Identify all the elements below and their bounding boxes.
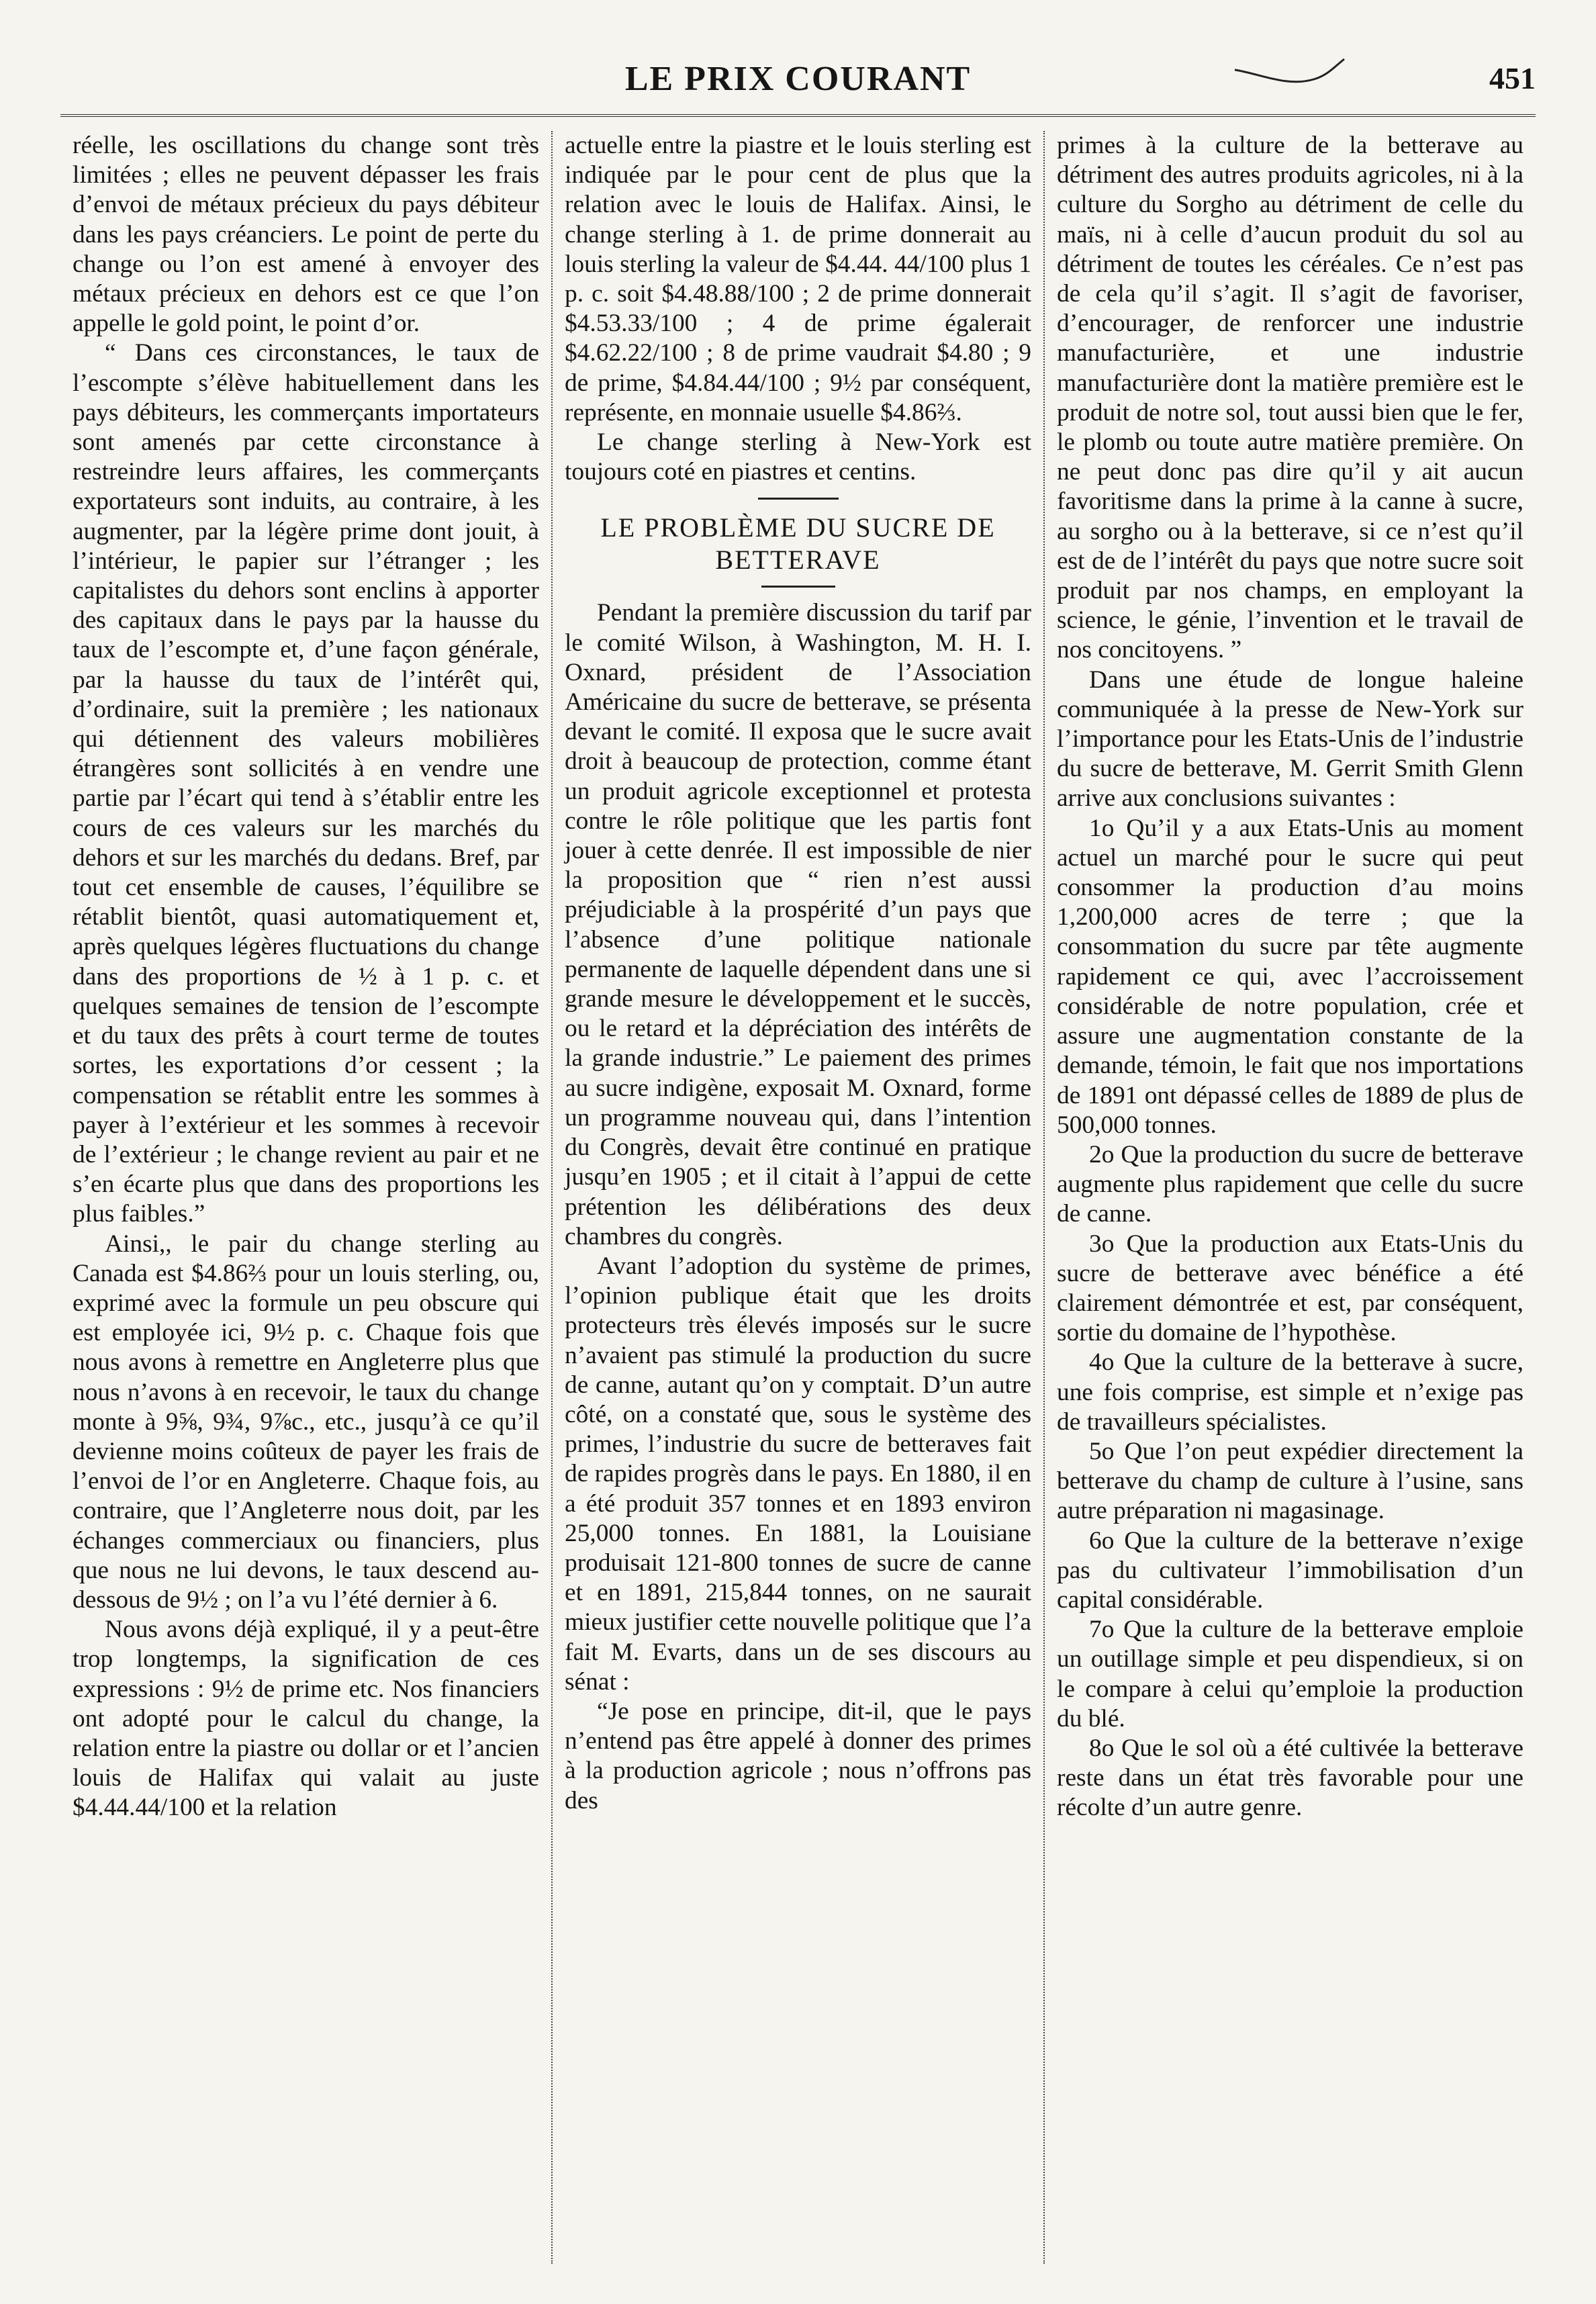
col3-paragraph-4: 2o Que la production du sucre de betterave augmente plus rapidement que celle du sucre de canne.: [1057, 1140, 1523, 1228]
column-1: [60, 131, 551, 2264]
article-separator: [758, 498, 839, 500]
article-title: LE PROBLÈME DU SUCRE DE BETTERAVE: [600, 512, 996, 575]
col3-paragraph-1: primes à la culture de la betterave au détriment des autres produits agricoles, ni à la culture du Sorgho au détriment de celle du maïs, ni à celle d’aucun produit du sol au détriment de toutes les céréales. Ce n’est pas de cela qu’il s’agit. Il s’agit de favoriser, d’encourager, de renforcer une industrie manufacturière, et une industrie manufacturière dont la matière première est le produit de notre sol, tout aussi bien que le fer, le plomb ou toute autre matière première. On ne peut donc pas dire qu’il y ait aucun favoritisme dans la prime à la canne à sucre, au sorgho ou à la betterave, si ce n’est qu’il est de de l’intérêt du pays que notre sucre soit produit par nos champs, en employant la science, le génie, l’invention et le travail de nos concitoyens. ”: [1057, 132, 1523, 664]
col3-paragraph-8: 6o Que la culture de la betterave n’exige pas du cultivateur l’immobilisation d’un capital considérable.: [1057, 1526, 1523, 1614]
col1-paragraph-4: Nous avons déjà expliqué, il y a peut-être trop longtemps, la signification de ces expressions : 9½ de prime etc. Nos financiers ont adopté pour le calcul du change, la relation entre la piastre ou dollar or et l’ancien louis de Halifax qui valait au juste $4.44.44/100 et la relation: [73, 1616, 539, 1822]
col2-paragraph-2: Le change sterling à New-York est toujours coté en piastres et centins.: [565, 428, 1031, 486]
pen-scribble-icon: [1233, 54, 1354, 94]
column-2: [553, 131, 1043, 2264]
col2-paragraph-3: Pendant la première discussion du tarif par le comité Wilson, à Washington, M. H. I. Oxnard, président de l’Association Américaine du sucre de betterave, se présenta devant le comité. Il exposa que le sucre avait droit à beaucoup de protection, comme étant un produit agricole exceptionnel et protesta contre le rôle politique que les partis font jouer à cette denrée. Il est impossible de nier la proposition que “ rien n’est aussi préjudiciable à la prospérité d’un pays que l’absence d’une politique nationale permanente de laquelle dépendent dans une si grande mesure le développement et le succès, ou le retard et la dépréciation des intérêts de la grande industrie.” Le paiement des primes au sucre indigène, exposait M. Oxnard, forme un programme nouveau qui, dans l’intention du Congrès, devait être continué en pratique jusqu’en 1905 ; et il citait à l’appui de cette prétention les délibérations des deux chambres du congrès.: [565, 599, 1031, 1250]
col3-paragraph-7: 5o Que l’on peut expédier directement la betterave du champ de culture à l’usine, sans autre préparation ni magasinage.: [1057, 1437, 1523, 1525]
col2-paragraph-5: “Je pose en principe, dit-il, que le pays n’entend pas être appelé à donner des primes à la production agricole ; nous n’offrons pas des: [565, 1697, 1031, 1814]
title-rule: [761, 586, 835, 588]
page-header: [60, 40, 1536, 114]
col1-paragraph-3: Ainsi,, le pair du change sterling au Canada est $4.86⅔ pour un louis sterling, ou, exprimé avec la formule un peu obscure qui est employée ici, 9½ p. c. Chaque fois que nous avons à remettre en Angleterre plus que nous n’avons à en recevoir, le taux du change monte à 9⅝, 9¾, 9⅞c., etc., jusqu’à ce qu’il devienne moins coûteux de payer les frais de l’envoi de l’or en Angleterre. Chaque fois, au contraire, que l’Angleterre nous doit, par les échanges commerciaux ou financiers, plus que nous ne lui devons, le taux descend au-dessous de 9½ ; on l’a vu l’été dernier à 6.: [73, 1230, 539, 1614]
newspaper-title: LE PRIX COURANT: [624, 60, 972, 98]
page-number: 451: [1489, 61, 1536, 95]
article-columns: [60, 131, 1536, 2264]
col3-paragraph-9: 7o Que la culture de la betterave emploie un outillage simple et peu dispendieux, si on le compare à celui qu’emploie la production du blé.: [1057, 1616, 1523, 1733]
col3-paragraph-2: Dans une étude de longue haleine communiquée à la presse de New-York sur l’importance pour les Etats-Unis de l’industrie du sucre de betterave, M. Gerrit Smith Glenn arrive aux conclusions suivantes :: [1057, 665, 1523, 813]
header-rule: [60, 114, 1536, 117]
col3-paragraph-10: 8o Que le sol où a été cultivée la betterave reste dans un état très favorable pour une récolte d’un autre genre.: [1057, 1734, 1523, 1822]
col3-paragraph-5: 3o Que la production aux Etats-Unis du sucre de betterave avec bénéfice a été clairement démontrée et est, par conséquent, sortie du domaine de l’hypothèse.: [1057, 1230, 1523, 1347]
col3-paragraph-6: 4o Que la culture de la betterave à sucre, une fois comprise, est simple et n’exige pas de travailleurs spécialistes.: [1057, 1348, 1523, 1436]
col1-paragraph-1: réelle, les oscillations du change sont très limitées ; elles ne peuvent dépasser les frais d’envoi de métaux précieux du pays débiteur dans les pays créanciers. Le point de perte du change ou l’on est amené à envoyer des métaux précieux en dehors est ce que l’on appelle le gold point, le point d’or.: [73, 132, 539, 338]
column-3: [1045, 131, 1536, 2264]
col3-paragraph-3: 1o Qu’il y a aux Etats-Unis au moment actuel un marché pour le sucre qui peut consommer la production d’au moins 1,200,000 acres de terre ; que la consommation du sucre par tête augmente rapidement ce qui, avec l’accroissement considérable de notre population, crée et assure une augmentation constante de la demande, témoin, le fait que nos importations de 1891 ont dépassé celles de 1889 de plus de 500,000 tonnes.: [1057, 814, 1523, 1139]
col2-paragraph-4: Avant l’adoption du système de primes, l’opinion publique était que les droits protecteurs très élevés imposés sur le sucre n’avaient pas stimulé la production du sucre de canne, autant qu’on y comptait. D’un autre côté, on a constaté que, sous le système des primes, l’industrie du sucre de betteraves fait de rapides progrès dans le pays. En 1880, il en a été produit 357 tonnes et en 1893 environ 25,000 tonnes. En 1881, la Louisiane produisait 121-800 tonnes de sucre de canne et en 1891, 215,844 tonnes, on ne saurait mieux justifier cette nouvelle politique que l’a fait M. Evarts, dans un de ses discours au sénat :: [565, 1252, 1031, 1696]
col2-paragraph-1: actuelle entre la piastre et le louis sterling est indiquée par le pour cent de plus que la relation avec le louis de Halifax. Ainsi, le change sterling à 1. de prime donnerait au louis sterling la valeur de $4.44. 44/100 plus 1 p. c. soit $4.48.88/100 ; 2 de prime donnerait $4.53.33/100 ; 4 de prime égalerait $4.62.22/100 ; 8 de prime vaudrait $4.80 ; 9 de prime, $4.84.44/100 ; 9½ par conséquent, représente, en monnaie usuelle $4.86⅔.: [565, 132, 1031, 426]
col1-paragraph-2: “ Dans ces circonstances, le taux de l’escompte s’élève habituellement dans les pays débiteurs, les commerçants importateurs sont amenés par cette circonstance à restreindre leurs affaires, les commerçants exportateurs sont induits, au contraire, à les augmenter, par la légère prime dont jouit, à l’intérieur, le papier sur l’étranger ; les capitalistes du dehors sont enclins à apporter des capitaux dans le pays par la hausse du taux de l’escompte et, d’une façon générale, par la hausse du taux de l’intérêt qui, d’ordinaire, suit la première ; les nationaux qui détiennent des valeurs mobilières étrangères sont sollicités à en vendre une partie par l’écart qui tend à s’établir entre les cours de ces valeurs sur les marchés du dehors et sur les marchés du dedans. Bref, par tout cet ensemble de causes, l’équilibre se rétablit bientôt, quasi automatiquement et, après quelques légères fluctuations du change dans des proportions de ½ à 1 p. c. et quelques semaines de tension de l’escompte et du taux des prêts à court terme de toutes sortes, les exportations d’or cessent ; la compensation se rétablit entre les sommes à payer à l’extérieur et les sommes à recevoir de l’extérieur ; le change revient au pair et ne s’en écarte plus que dans des proportions les plus faibles.”: [73, 339, 539, 1228]
